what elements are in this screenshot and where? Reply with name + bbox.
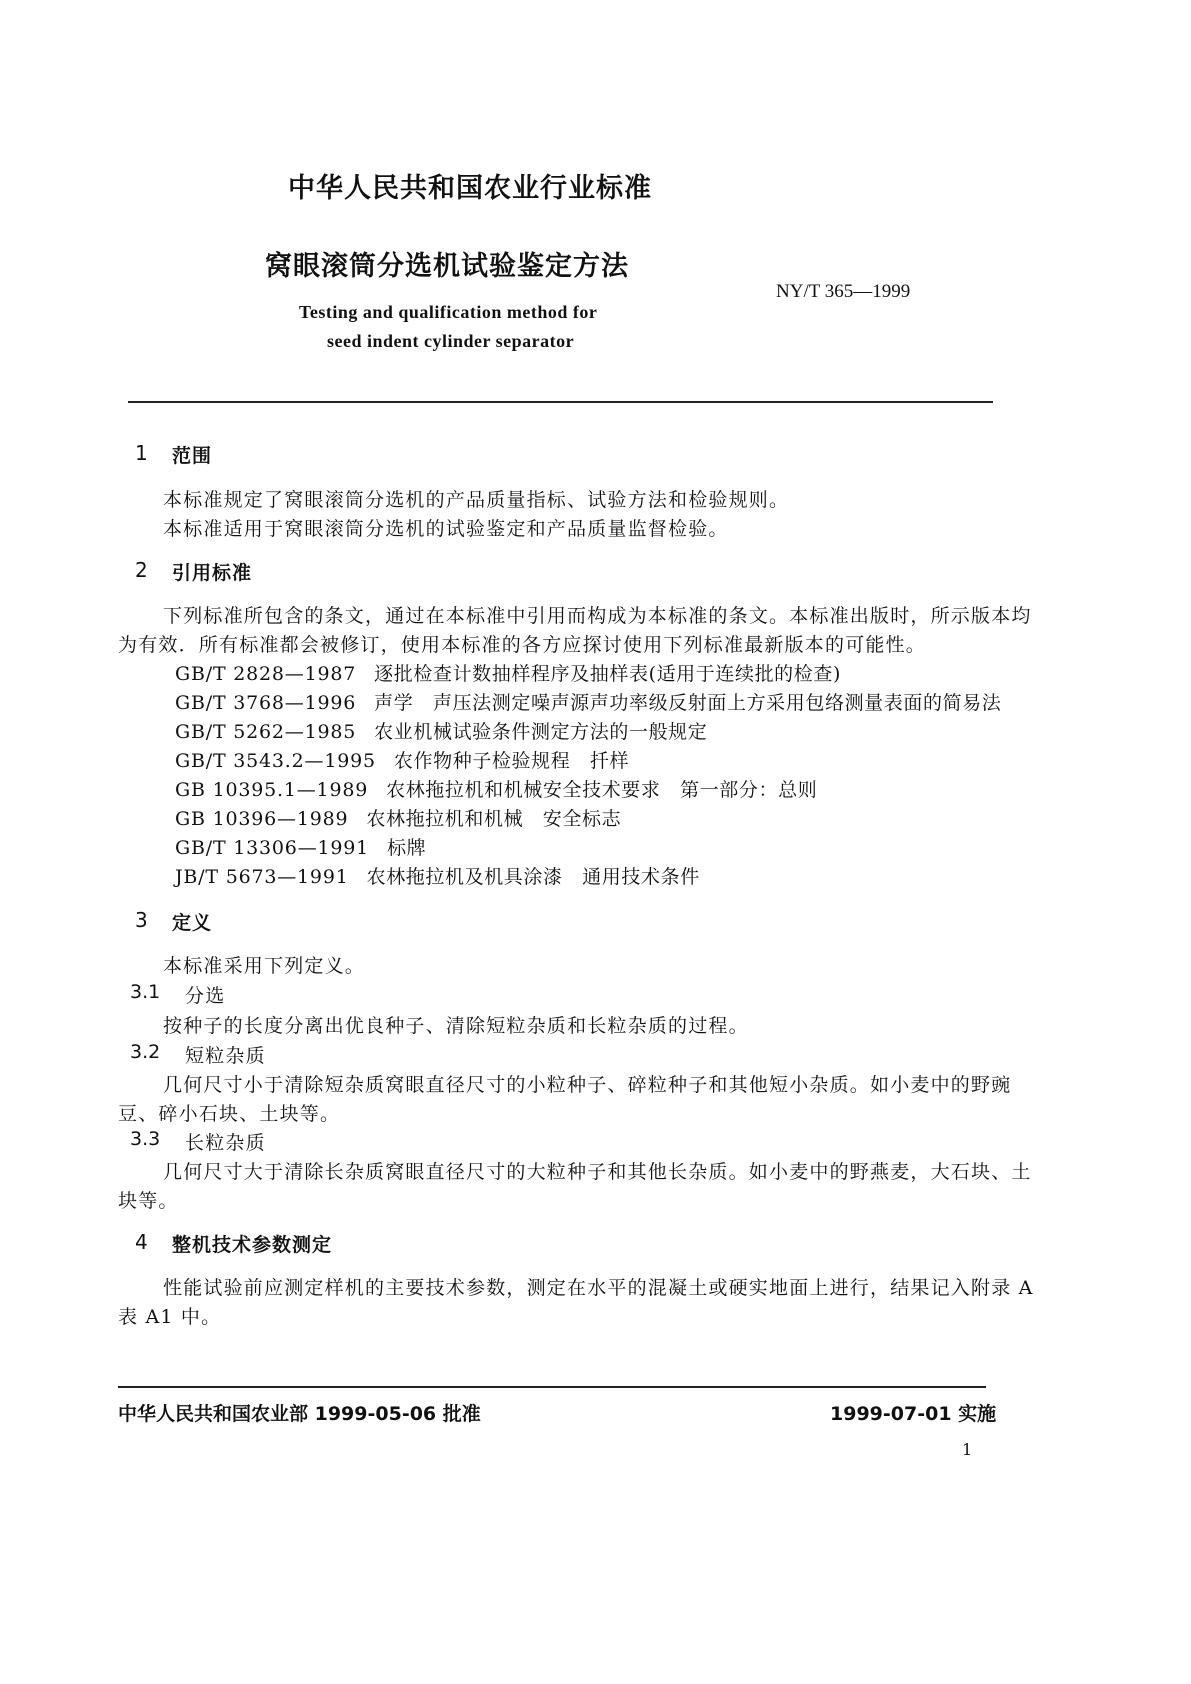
paragraph: 下列标准所包含的条文，通过在本标准中引用而构成为本标准的条文。本标准出版时，所示版本均 [163,605,1032,627]
standard-number: NY/T 365—1999 [776,281,911,302]
subsection-number: 3.3 [130,1128,161,1150]
header-divider [128,401,993,403]
reference-item [175,833,426,860]
reference-code: GB/T 3768—1996 [175,692,357,714]
paragraph: 为有效．所有标准都会被修订，使用本标准的各方应探讨使用下列标准最新版本的可能性。 [118,634,927,656]
reference-code: JB/T 5673—1991 [175,866,349,888]
reference-item [175,746,629,773]
english-title-line2: seed indent cylinder separator [327,331,575,351]
document-title: 窝眼滚筒分选机试验鉴定方法 [265,251,629,282]
reference-code: GB 10395.1—1989 [175,779,369,801]
section-number: 3 [135,908,148,932]
approval-date: 中华人民共和国农业部 1999-05-06 批准 [118,1403,481,1425]
definition-text: 豆、碎小石块、土块等。 [118,1103,341,1125]
standard-org: 中华人民共和国农业行业标准 [288,173,652,204]
reference-title: 标牌 [387,837,427,859]
subsection-title: 长粒杂质 [185,1132,266,1154]
reference-title: 农林拖拉机及机具涂漆 通用技术条件 [366,866,700,888]
section-number: 4 [135,1230,148,1254]
reference-code: GB/T 3543.2—1995 [175,750,376,772]
reference-code: GB/T 5262—1985 [175,721,357,743]
reference-title: 声学 声压法测定噪声源声功率级反射面上方采用包络测量表面的简易法 [374,692,1002,714]
subsection-number: 3.2 [130,1041,161,1063]
reference-title: 农业机械试验条件测定方法的一般规定 [374,721,708,743]
section-title: 范围 [172,445,213,467]
reference-title: 农林拖拉机和机械安全技术要求 第一部分：总则 [386,779,818,801]
subsection-number: 3.1 [130,981,161,1003]
reference-code: GB/T 2828—1987 [175,663,357,685]
footer-divider [118,1386,986,1388]
definition-text: 几何尺寸小于清除短杂质窝眼直径尺寸的小粒种子、碎粒种子和其他短小杂质。如小麦中的野豌 [163,1074,1012,1096]
reference-item [175,804,621,831]
definition-text: 块等。 [118,1190,179,1212]
paragraph: 本标准适用于窝眼滚筒分选机的试验鉴定和产品质量监督检验。 [163,518,729,540]
reference-item [175,862,700,889]
reference-title: 农林拖拉机和机械 安全标志 [366,808,622,830]
paragraph: 本标准采用下列定义。 [163,955,366,977]
paragraph: 性能试验前应测定样机的主要技术参数，测定在水平的混凝土或硬实地面上进行，结果记入附录 A [163,1277,1034,1299]
paragraph: 表 A1 中。 [118,1306,222,1328]
reference-code: GB 10396—1989 [175,808,349,830]
definition-text: 按种子的长度分离出优良种子、清除短粒杂质和长粒杂质的过程。 [163,1015,749,1037]
section-title: 引用标准 [172,562,253,584]
page-number: 1 [962,1440,973,1459]
subsection-title: 短粒杂质 [185,1045,266,1067]
reference-item [175,659,841,686]
reference-item [175,775,817,802]
paragraph: 本标准规定了窝眼滚筒分选机的产品质量指标、试验方法和检验规则。 [163,489,790,511]
effective-date: 1999-07-01 实施 [830,1403,997,1425]
section-number: 2 [135,558,148,582]
reference-title: 农作物种子检验规程 扦样 [393,750,630,772]
reference-code: GB/T 13306—1991 [175,837,370,859]
section-title: 定义 [172,912,213,934]
reference-item [175,688,1001,715]
subsection-title: 分选 [185,985,226,1007]
section-title: 整机技术参数测定 [172,1234,333,1256]
section-number: 1 [135,441,148,465]
definition-text: 几何尺寸大于清除长杂质窝眼直径尺寸的大粒种子和其他长杂质。如小麦中的野燕麦，大石块、土 [163,1161,1032,1183]
reference-item [175,717,707,744]
english-title-line1: Testing and qualification method for [299,302,598,322]
reference-title: 逐批检查计数抽样程序及抽样表(适用于连续批的检查) [374,663,841,685]
